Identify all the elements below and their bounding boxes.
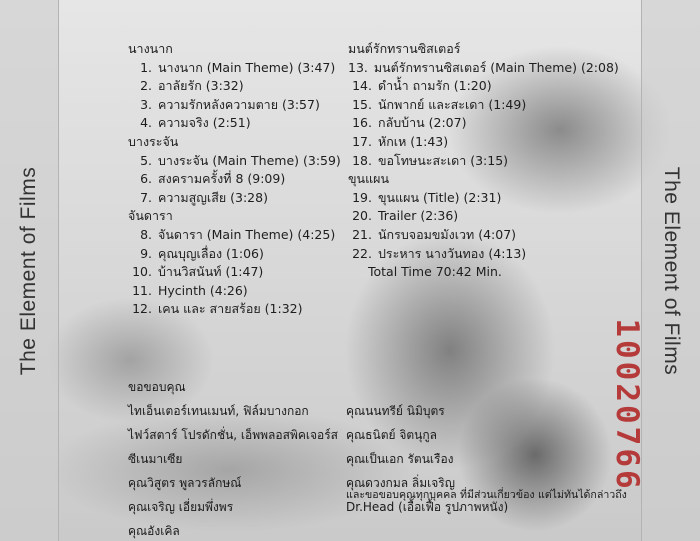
track-number: 22. [352,245,372,261]
track-title: นักพากย์ และสะเดา (1:49) [378,96,527,112]
track-item [348,245,618,264]
section-heading: นางนาก [128,41,173,56]
track-title: หักเห (1:43) [378,133,449,149]
track-number: 11. [132,282,152,298]
track-number: 10. [132,264,152,280]
track-number: 13. [348,59,368,75]
track-title: ความสูญเสีย (3:28) [158,189,268,205]
track-item [128,170,353,189]
spine-title-left: The Element of Films [17,166,40,375]
track-item [348,152,618,171]
track-number: 21. [352,226,372,242]
thanks-entry: ซีเนมาเซีย [128,452,183,466]
track-item [128,114,353,133]
track-number: 1. [140,59,152,75]
right-spine [641,0,700,541]
track-title: จันดารา (Main Theme) (4:25) [158,226,336,242]
track-title: ความรักหลังความตาย (3:57) [158,96,320,112]
track-title: เคน และ สายสร้อย (1:32) [158,301,303,317]
track-title: ขุนแผน (Title) (2:31) [378,189,502,205]
spine-title-right: The Element of Films [660,166,683,375]
track-title: อาลัยรัก (3:32) [158,78,244,94]
track-number: 12. [132,301,152,317]
thanks-left-list [128,399,338,541]
track-title: ประหาร นางวันทอง (4:13) [378,245,527,261]
thanks-entry: Dr.Head (เอื้อเฟื้อ รูปภาพหนัง) [346,500,509,514]
track-item [128,245,353,264]
track-item [348,133,618,152]
thanks-entry: คุณดวงกมล ลิ่มเจริญ [346,476,455,490]
track-number: 16. [352,115,372,131]
track-title: Hycinth (4:26) [158,282,248,298]
track-item [348,207,618,226]
thanks-heading: ขอขอบคุณ [128,380,186,394]
track-item [128,189,353,208]
track-item [128,282,353,301]
tracklist-left-column [128,40,353,319]
track-item [348,77,618,96]
thanks-entry: คุณวิสูตร พูลวรลักษณ์ [128,476,242,490]
track-title: ดำน้ำ ถามรัก (1:20) [378,78,492,94]
track-item [348,59,618,78]
track-number: 18. [352,152,372,168]
track-title: ความจริง (2:51) [158,115,251,131]
track-item [128,300,353,319]
track-number: 6. [140,171,152,187]
track-number: 5. [140,152,152,168]
track-title: กลับบ้าน (2:07) [378,115,467,131]
track-number: 20. [352,208,372,224]
tracklist-right-column [348,40,618,282]
track-title: สงครามครั้งที่ 8 (9:09) [158,171,286,187]
track-item [128,59,353,78]
catalog-number [605,310,649,500]
track-item [128,263,353,282]
thanks-entry: คุณเป็นเอก รัตนเรือง [346,452,454,466]
thanks-entry: ไฟว์สตาร์ โปรดักชั่น, เอ็พพลอสพิคเจอร์ส [128,428,338,442]
track-title: Trailer (2:36) [378,208,459,224]
thanks-entry: ไทเอ็นเตอร์เทนเมนท์, ฟิล์มบางกอก [128,404,309,418]
track-title: บ้านวิสนันท์ (1:47) [158,264,264,280]
track-item [348,114,618,133]
track-title: ขอโทษนะสะเดา (3:15) [378,152,509,168]
track-title: มนต์รักทรานซิสเตอร์ (Main Theme) (2:08) [373,59,619,75]
section-heading: มนต์รักทรานซิสเตอร์ [348,41,461,56]
track-title: นางนาก (Main Theme) (3:47) [158,59,336,75]
track-number: 2. [140,78,152,94]
track-number: 14. [352,78,372,94]
left-spine [0,0,59,541]
track-number: 9. [140,245,152,261]
total-time: Total Time 70:42 Min. [368,264,502,280]
track-number: 8. [140,226,152,242]
track-number: 4. [140,115,152,131]
track-item [128,226,353,245]
thanks-entry: คุณนนทรีย์ นิมิบุตร [346,404,445,418]
track-title: คุณบุญเลื่อง (1:06) [158,245,264,261]
thanks-note: และขอขอบคุณทุกบุคคล ที่มีส่วนเกี่ยวข้อง แต่ไม่ทันได้กล่าวถึง [346,489,627,501]
track-title: บางระจัน (Main Theme) (3:59) [158,152,341,168]
track-number: 19. [352,189,372,205]
track-number: 15. [352,96,372,112]
track-number: 17. [352,133,372,149]
track-item [348,189,618,208]
track-item [348,226,618,245]
track-item [128,96,353,115]
track-number: 3. [140,96,152,112]
catalog-number-text: 10020766 [609,318,645,492]
thanks-entry: คุณธนิตย์ จิตนุกูล [346,428,437,442]
track-number: 7. [140,189,152,205]
section-heading: บางระจัน [128,133,179,149]
section-heading: จันดารา [128,208,173,224]
track-item [128,152,353,171]
thanks-entry: คุณอังเคิล [128,524,180,538]
track-title: นักรบจอมขมังเวท (4:07) [378,226,517,242]
track-item [128,77,353,96]
thanks-entry: คุณเจริญ เอี่ยมพึ่งพร [128,500,234,514]
section-heading: ขุนแผน [348,171,390,187]
track-item [348,96,618,115]
